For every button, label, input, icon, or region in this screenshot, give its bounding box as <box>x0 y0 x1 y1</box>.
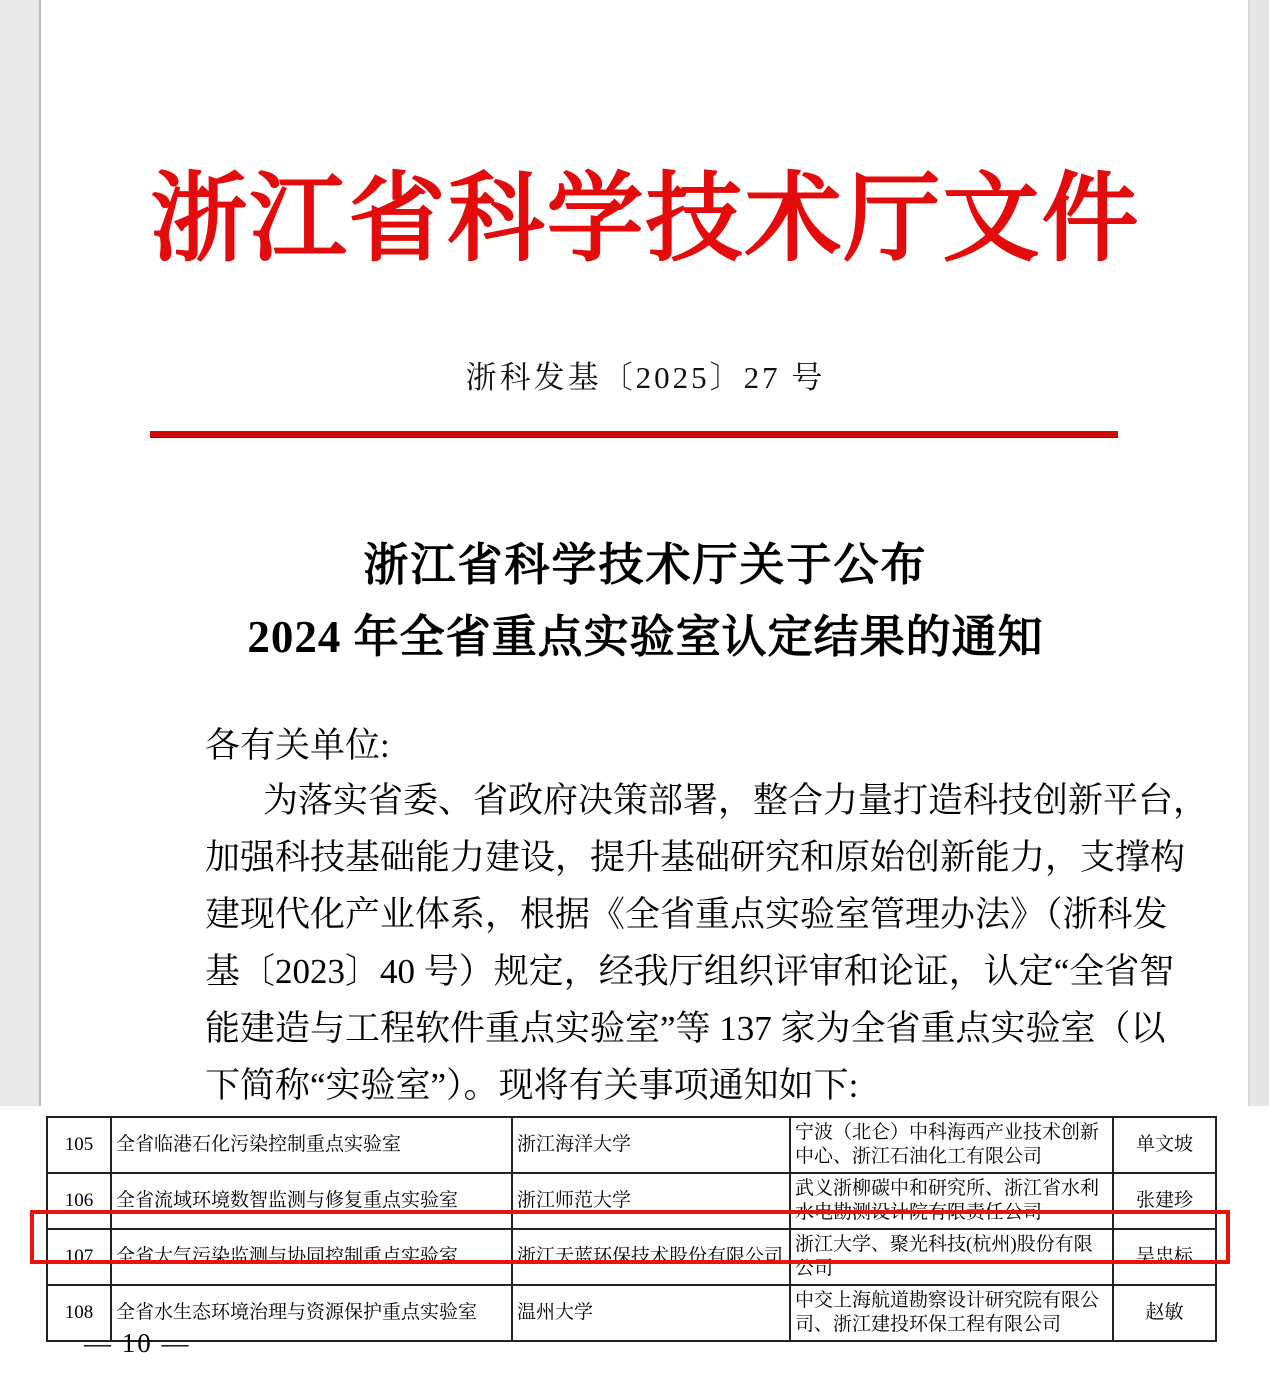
institution-cell: 浙江师范大学 <box>512 1173 790 1229</box>
row-number-cell: 107 <box>47 1229 111 1285</box>
partners-cell: 中交上海航道勘察设计研究院有限公司、浙江建投环保工程有限公司 <box>790 1285 1113 1341</box>
partners-cell: 宁波（北仑）中科海西产业技术创新中心、浙江石油化工有限公司 <box>790 1117 1113 1173</box>
red-highlight-annotation <box>30 1210 1230 1264</box>
person-cell: 单文坡 <box>1113 1117 1216 1173</box>
notice-title-line1: 浙江省科学技术厅关于公布 <box>363 540 928 590</box>
row-number-cell: 108 <box>47 1285 111 1341</box>
institution-cell: 温州大学 <box>512 1285 790 1341</box>
agency-letterhead-title: 浙江省科学技术厅文件 <box>150 166 1141 273</box>
left-page-margin <box>0 0 41 1106</box>
right-page-margin <box>1248 0 1269 1113</box>
lab-name-cell: 全省临港石化污染控制重点实验室 <box>111 1117 512 1173</box>
person-cell: 吴忠标 <box>1113 1229 1216 1285</box>
lab-name-cell: 全省流域环境数智监测与修复重点实验室 <box>111 1173 512 1229</box>
person-cell: 赵敏 <box>1113 1285 1216 1341</box>
letterhead-divider-rule <box>150 431 1118 438</box>
person-cell: 张建珍 <box>1113 1173 1216 1229</box>
document-number: 浙科发基〔2025〕27 号 <box>465 360 826 395</box>
partners-cell: 浙江大学、聚光科技(杭州)股份有限公司 <box>790 1229 1113 1285</box>
table-row <box>47 1117 1216 1173</box>
body-line: 能建造与工程软件重点实验室”等 137 家为全省重点实验室（以 <box>205 1009 1166 1048</box>
body-line: 加强科技基础能力建设，提升基础研究和原始创新能力，支撑构 <box>205 838 1186 877</box>
body-line: 基〔2023〕40 号）规定，经我厅组织评审和论证，认定“全省智 <box>205 952 1175 991</box>
partners-cell: 武义浙柳碳中和研究所、浙江省水利水电勘测设计院有限责任公司 <box>790 1173 1113 1229</box>
table-row <box>47 1285 1216 1341</box>
lab-name-cell: 全省大气污染监测与协同控制重点实验室 <box>111 1229 512 1285</box>
body-line: 为落实省委、省政府决策部署，整合力量打造科技创新平台， <box>263 781 1209 820</box>
notice-title-line2: 2024 年全省重点实验室认定结果的通知 <box>247 612 1044 662</box>
body-line: 下简称“实验室”）。现将有关事项通知如下: <box>205 1066 859 1105</box>
row-number-cell: 105 <box>47 1117 111 1173</box>
salutation: 各有关单位: <box>205 726 390 765</box>
institution-cell: 浙江天蓝环保技术股份有限公司 <box>512 1229 790 1285</box>
lab-name-cell: 全省水生态环境治理与资源保护重点实验室 <box>111 1285 512 1341</box>
row-number-cell: 106 <box>47 1173 111 1229</box>
institution-cell: 浙江海洋大学 <box>512 1117 790 1173</box>
body-line: 建现代化产业体系，根据《全省重点实验室管理办法》（浙科发 <box>205 895 1168 934</box>
page-number: — 10 — <box>84 1328 191 1358</box>
body-paragraph <box>205 772 1209 1114</box>
